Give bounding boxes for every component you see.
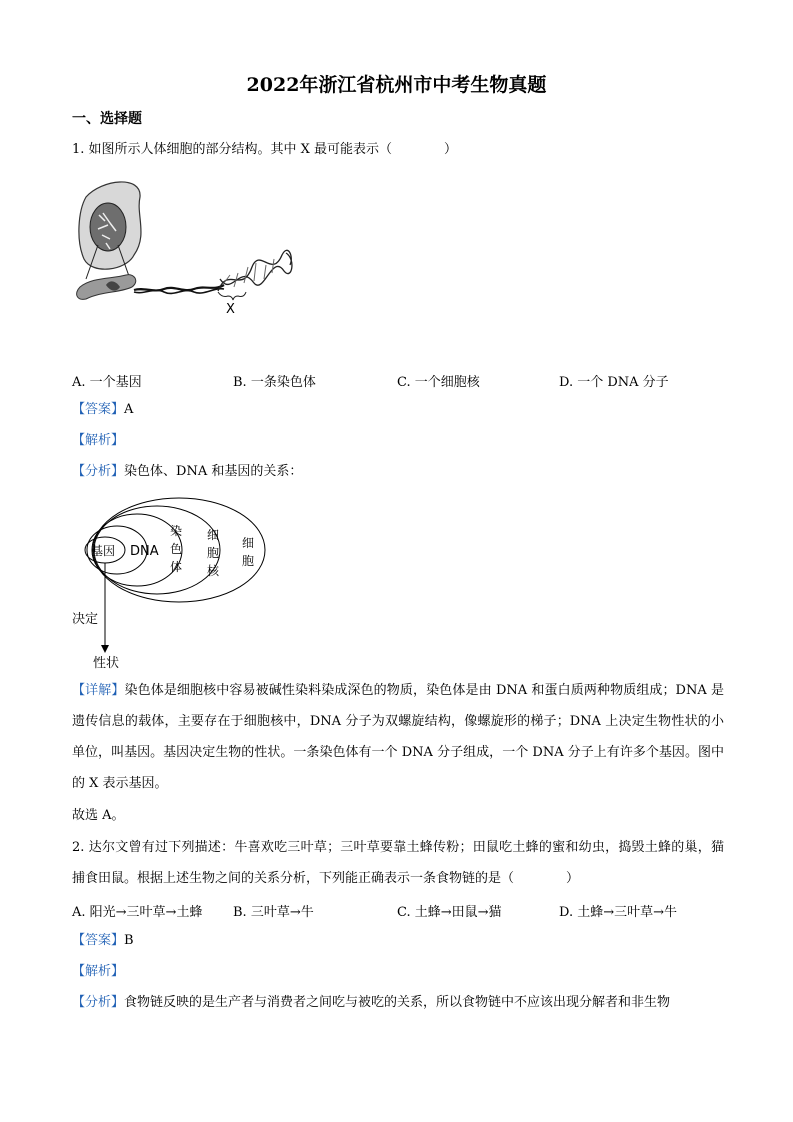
q2-option-a: A. 阳光→三叶草→土蜂 — [72, 905, 203, 920]
nucleus-char-1: 细 — [207, 528, 220, 542]
q1-option-c: C. 一个细胞核 — [397, 375, 480, 390]
q2-fenxi — [72, 994, 670, 1012]
fenxi-tag: 【分析】 — [72, 464, 125, 479]
answer-value: A — [124, 402, 134, 417]
q1-option-d: D. 一个 DNA 分子 — [559, 375, 669, 390]
q2-option-c: C. 土蜂→田鼠→猫 — [397, 905, 502, 920]
q1-option-b: B. 一条染色体 — [233, 375, 316, 390]
fenxi-tag: 【分析】 — [72, 995, 125, 1010]
q1-answer — [72, 401, 133, 419]
chromosome-char-3: 体 — [170, 560, 183, 574]
cell-char-1: 细 — [242, 536, 255, 550]
chromosome-char-1: 染 — [170, 524, 183, 538]
q2-option-d: D. 土蜂→三叶草→牛 — [559, 905, 678, 920]
dna-label: DNA — [130, 544, 159, 559]
dna-strand — [134, 285, 224, 290]
answer-tag: 【答案】 — [72, 933, 125, 948]
document-title: 2022年浙江省杭州市中考生物真题 — [246, 74, 547, 96]
nucleus-char-3: 核 — [207, 564, 220, 578]
gene-dna-chromosome-diagram — [72, 495, 272, 670]
q2-option-b: B. 三叶草→牛 — [233, 905, 314, 920]
detail-text: 染色体是细胞核中容易被碱性染料染成深色的物质，染色体是由 DNA 和蛋白质两种物质组成；DNA 是遗传信息的载体，主要存在于细胞核中，DNA 分子为双螺旋结构，像螺旋形的梯子；DNA 上决定生物性状的小单位，叫基因。基因决定生物的性状。一条染色体有一个 DNA 分子组成，一个 DNA 分子上有许多个基因。图中的 X 表示基因。 — [72, 683, 724, 791]
decide-label: 决定 — [72, 612, 99, 627]
q1-detail — [72, 675, 724, 799]
nucleus-shape — [90, 203, 126, 251]
q1-conclusion: 故选 A。 — [72, 808, 125, 823]
q2-jiexi-tag: 【解析】 — [72, 964, 125, 979]
detail-tag: 【详解】 — [72, 683, 125, 698]
fenxi-text: 染色体、DNA 和基因的关系： — [124, 464, 303, 479]
cell-dna-figure — [72, 175, 302, 320]
q1-fenxi — [72, 463, 302, 481]
fenxi-text: 食物链反映的是生产者与消费者之间吃与被吃的关系，所以食物链中不应该出现分解者和非生物 — [124, 995, 671, 1010]
question-2-stem: 2. 达尔文曾有过下列描述：牛喜欢吃三叶草；三叶草要靠土蜂传粉；田鼠吃土蜂的蜜和幼虫，捣毁土蜂的巢，猫捕食田鼠。根据上述生物之间的关系分析，下列能正确表示一条食物链的是（ ） — [72, 840, 724, 886]
nucleus-char-2: 胞 — [207, 546, 220, 560]
q2-answer — [72, 932, 134, 950]
x-label: X — [226, 302, 235, 317]
q1-jiexi-tag: 【解析】 — [72, 433, 125, 448]
answer-value: B — [124, 933, 134, 948]
trait-label: 性状 — [93, 656, 120, 670]
cell-char-2: 胞 — [242, 554, 255, 568]
decide-arrow-head — [101, 645, 109, 653]
answer-tag: 【答案】 — [72, 402, 125, 417]
chromosome-shape — [77, 275, 136, 300]
chromosome-char-2: 色 — [170, 542, 183, 556]
gene-label: 基因 — [91, 544, 116, 558]
section-heading: 一、选择题 — [72, 111, 142, 127]
q1-option-a: A. 一个基因 — [72, 375, 142, 390]
question-1-stem: 1. 如图所示人体细胞的部分结构。其中 X 最可能表示（ ） — [72, 142, 458, 157]
